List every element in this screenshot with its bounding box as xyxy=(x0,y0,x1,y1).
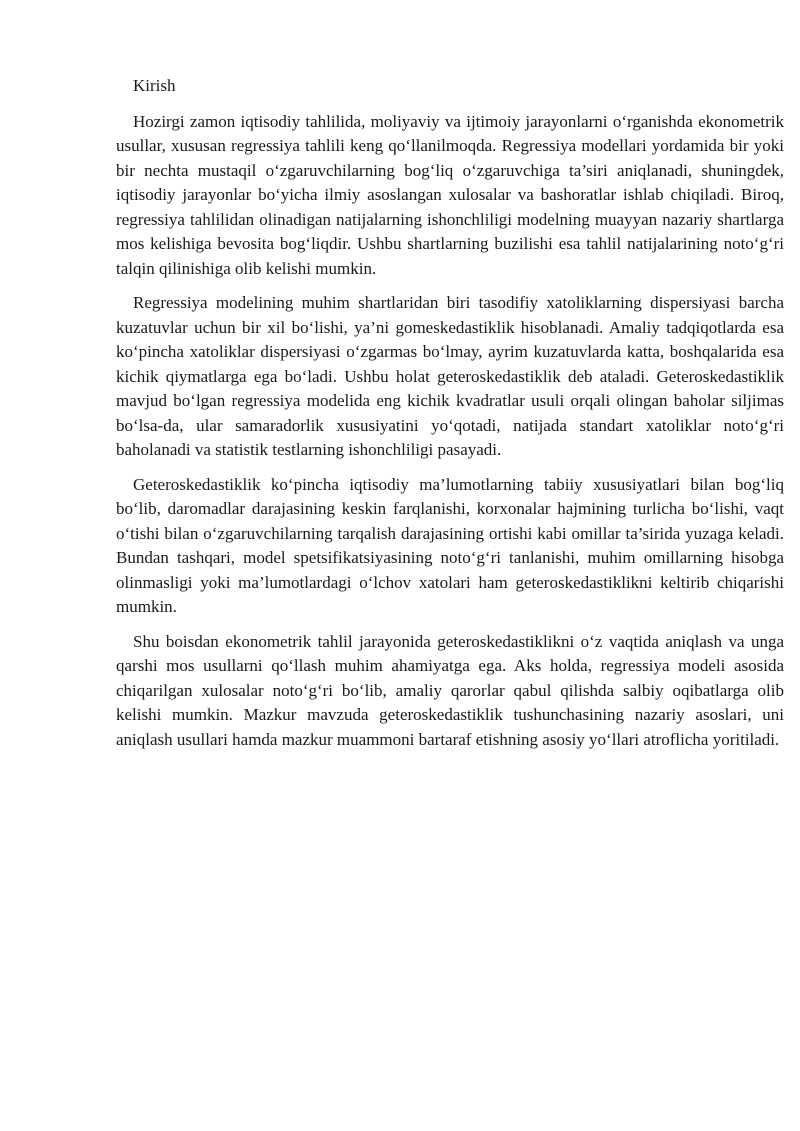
paragraph-3: Geteroskedastiklik ko‘pincha iqtisodiy ma’lumotlarning tabiiy xususiyatlari bilan bog‘liq bo‘lib, daromadlar darajasining keskin farqlanishi, korxonalar hajmining turlicha bo‘lishi, vaqt o‘tishi bilan o‘zgaruvchilarning tarqalish darajasining ortishi kabi omillar ta’sirida yuzaga keladi. Bundan tashqari, model spetsifikatsiyasining noto‘g‘ri tanlanishi, muhim omillarning hisobga olinmasligi yoki ma’lumotlardagi o‘lchov xatolari ham geteroskedastiklikni keltirib chiqarishi mumkin. xyxy=(116,474,784,616)
paragraph-2: Regressiya modelining muhim shartlaridan biri tasodifiy xatoliklarning dispersiyasi barcha kuzatuvlar uchun bir xil bo‘lishi, ya’ni gomeskedastiklik hisoblanadi. Amaliy tadqiqotlarda esa ko‘pincha xatoliklar dispersiyasi o‘zgarmas bo‘lmay, ayrim kuzatuvlarda katta, boshqalarida esa kichik qiymatlarga ega bo‘ladi. Ushbu holat geteroskedastiklik deb ataladi. Geteroskedastiklik mavjud bo‘lgan regressiya modelida eng kichik kvadratlar usuli orqali olingan baholar siljimas bo‘lsa-da, ular samaradorlik xususiyatini yo‘qotadi, natijada standart xatoliklar noto‘g‘ri baholanadi va statistik testlarning ishonchliligi pasayadi. xyxy=(116,293,784,459)
paragraph-4: Shu boisdan ekonometrik tahlil jarayonida geteroskedastiklikni o‘z vaqtida aniqlash va unga qarshi mos usullarni qo‘llash muhim ahamiyatga ega. Aks holda, regressiya modeli asosida chiqarilgan xulosalar noto‘g‘ri bo‘lib, amaliy qarorlar qabul qilishda salbiy oqibatlarga olib kelishi mumkin. Mazkur mavzuda geteroskedastiklik tushunchasining nazariy asoslari, uni aniqlash usullari hamda mazkur muammoni bartaraf etishning asosiy yo‘llari atroflicha yoritiladi. xyxy=(116,631,784,749)
paragraph-1: Hozirgi zamon iqtisodiy tahlilida, moliyaviy va ijtimoiy jarayonlarni o‘rganishda ekonometrik usullar, xususan regressiya tahlili keng qo‘llanilmoqda. Regressiya modellari yordamida bir yoki bir nechta mustaqil o‘zgaruvchilarning bog‘liq o‘zgaruvchiga ta’siri aniqlanadi, shuningdek, iqtisodiy jarayonlar bo‘yicha ilmiy asoslangan xulosalar va bashoratlar ishlab chiqiladi. Biroq, regressiya tahlilidan olinadigan natijalarning ishonchliligi modelning muayyan nazariy shartlarga mos kelishiga bevosita bog‘liqdir. Ushbu shartlarning buzilishi esa tahlil natijalarining noto‘g‘ri talqin qilinishiga olib kelishi mumkin. xyxy=(116,111,784,278)
section-heading: Kirish xyxy=(133,76,176,95)
document-page xyxy=(116,74,784,762)
